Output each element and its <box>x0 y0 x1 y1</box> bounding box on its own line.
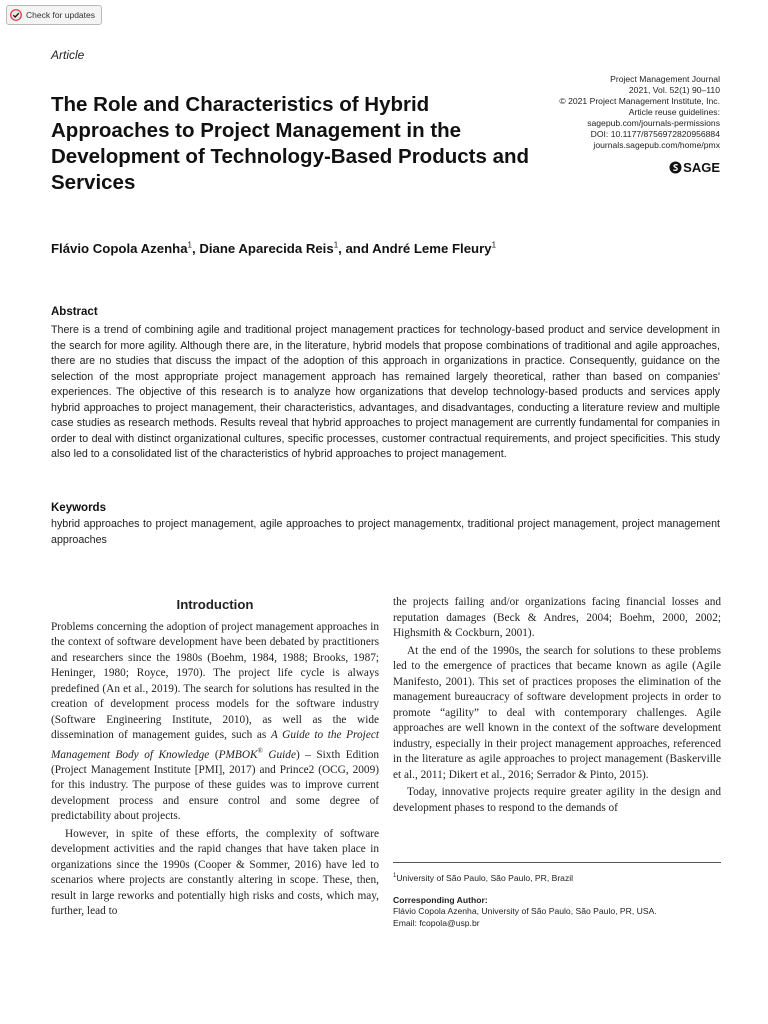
body-paragraph: the projects failing and/or organizations facing financial losses and reputation damages (Beck & Andres, 2004; Boehm, 2000, 2002; Highsmith & Cockburn, 2001). <box>393 596 721 639</box>
keywords-heading: Keywords <box>51 502 106 514</box>
sage-logo <box>669 160 720 175</box>
body-column-left <box>51 595 379 920</box>
abstract-heading: Abstract <box>51 306 98 318</box>
footnotes <box>393 873 723 929</box>
author-separator: , <box>191 241 200 256</box>
affiliation-footnote <box>393 873 723 884</box>
author-affiliation-mark: 1 <box>187 240 192 250</box>
doi-link[interactable]: DOI: 10.1177/8756972820956884 <box>590 129 720 139</box>
introduction-heading: Introduction <box>176 597 254 612</box>
guide-word: Guide <box>262 748 296 761</box>
journal-copyright: © 2021 Project Management Institute, Inc. <box>559 96 720 106</box>
author-affiliation-mark: 1 <box>333 240 339 250</box>
author-name: Flávio Copola Azenha <box>51 241 188 256</box>
abstract-text: There is a trend of combining agile and traditional project management practices for technology-based product and service development in the search for more agility. Although there are, in the literature, hybrid models that propose combinations of traditional and agile approaches, there are no studies that discuss the impact of the adoption of this approach in organizations in practice. Consequently, guidance on the selection of the most appropriate project management approach has remained largely theoretical, rather than based on companies' experiences. The objective of this research is to analyze how organizations that develop technology-based products and services apply hybrid approaches to project management, their characteristics, advantages, and disadvantages, conducting a literature review and multiple case studies as research methods. Results reveal that hybrid approaches to project management are currently fundamental for companies in order to deal with distinct organizational cultures, specific processes, customer contractual requirements, and project specificities. This study also led to a consolidated list of the characteristics of hybrid approaches to project management. <box>51 324 720 460</box>
keywords-text: hybrid approaches to project management, agile approaches to project managementx, traditional project management, project management approaches <box>51 518 720 546</box>
sage-logo-icon <box>669 161 682 174</box>
registered-mark: ® <box>257 746 263 755</box>
reuse-guidelines-label: Article reuse guidelines: <box>628 107 720 117</box>
author-name: André Leme Fleury <box>372 241 492 256</box>
paragraph-text: ( <box>209 748 219 761</box>
author-separator: , and <box>338 241 373 256</box>
body-paragraph: At the end of the 1990s, the search for solutions to these problems led to the emergence of practices that became known as agile (Agile Manifesto, 2001). This set of practices proposes the elimination of the management bureaucracy of software development projects in order to promote “agility” to deal with contemporary challenges. Agile approaches are well known in the context of the software development industry, especially in their project management approaches, referenced in the literature as agile approaches to project management (Baskerville et al., 2011; Dikert et al., 2016; Serrador & Pinto, 2015). <box>393 644 721 781</box>
permissions-link[interactable]: sagepub.com/journals-permissions <box>587 118 720 128</box>
check-for-updates-button[interactable] <box>6 5 102 25</box>
affiliation-number: 1 <box>393 873 397 880</box>
journal-home-link[interactable]: journals.sagepub.com/home/pmx <box>593 140 720 150</box>
sage-logo-text: SAGE <box>683 160 720 175</box>
body-paragraph: However, in spite of these efforts, the complexity of software development activities and the rapid changes that have taken place in organizations since the 1990s (Cooper & Sommer, 2016) have led to scenarios where projects are constantly altering in scope. These, then, result in large reworks and potentially high risks and costs, which may, further, lead to <box>51 827 379 918</box>
corresponding-email[interactable]: Email: fcopola@usp.br <box>393 917 480 928</box>
body-paragraph: Today, innovative projects require greater agility in the design and development phases to respond to the demands of <box>393 786 721 814</box>
pmbok-guide-title: A Guide to the Project Management Body of Knowledge <box>51 729 379 761</box>
corresponding-author-line: Flávio Copola Azenha, University of São Paulo, São Paulo, PR, USA. <box>393 906 657 917</box>
body-paragraph <box>51 620 379 825</box>
check-for-updates-label: Check for updates <box>26 10 95 20</box>
paragraph-text: ) – Sixth Edition (Project Management Institute [PMI], 2017) and Prince2 (OCG, 2009) for this industry. The purpose of these guides was to improve current development process and ensure control and some degree of predictability about projects. <box>51 748 380 823</box>
article-type-label: Article <box>51 48 85 62</box>
footnote-divider <box>393 862 721 863</box>
pmbok-abbrev: PMBOK <box>218 748 258 761</box>
check-updates-icon <box>10 9 22 21</box>
journal-volume: 2021, Vol. 52(1) 90–110 <box>628 85 720 95</box>
affiliation-text: University of São Paulo, São Paulo, PR, Brazil <box>396 873 574 883</box>
author-name: Diane Aparecida Reis <box>199 241 334 256</box>
paragraph-text: Problems concerning the adoption of project management approaches in the context of software development have been debated by practitioners and researchers since the 1980s (Boehm, 1984, 1988; Brooks, 1987; Heninger, 1980; Royce, 1970). The project life cycle is always predefined (An et al., 2019). The search for solutions has resulted in the creation of development process models for the software industry (Software Engineering Institute, 2010), as well as the wide dissemination of management guides, such as <box>51 620 379 741</box>
article-title: The Role and Characteristics of Hybrid Approaches to Project Management in the Development of Technology-Based Products and Services <box>51 93 530 194</box>
journal-name: Project Management Journal <box>610 74 720 84</box>
author-list <box>51 241 496 256</box>
corresponding-author-label: Corresponding Author: <box>393 895 488 906</box>
body-column-right <box>393 595 721 816</box>
journal-info <box>559 74 720 151</box>
author-affiliation-mark: 1 <box>491 240 497 250</box>
